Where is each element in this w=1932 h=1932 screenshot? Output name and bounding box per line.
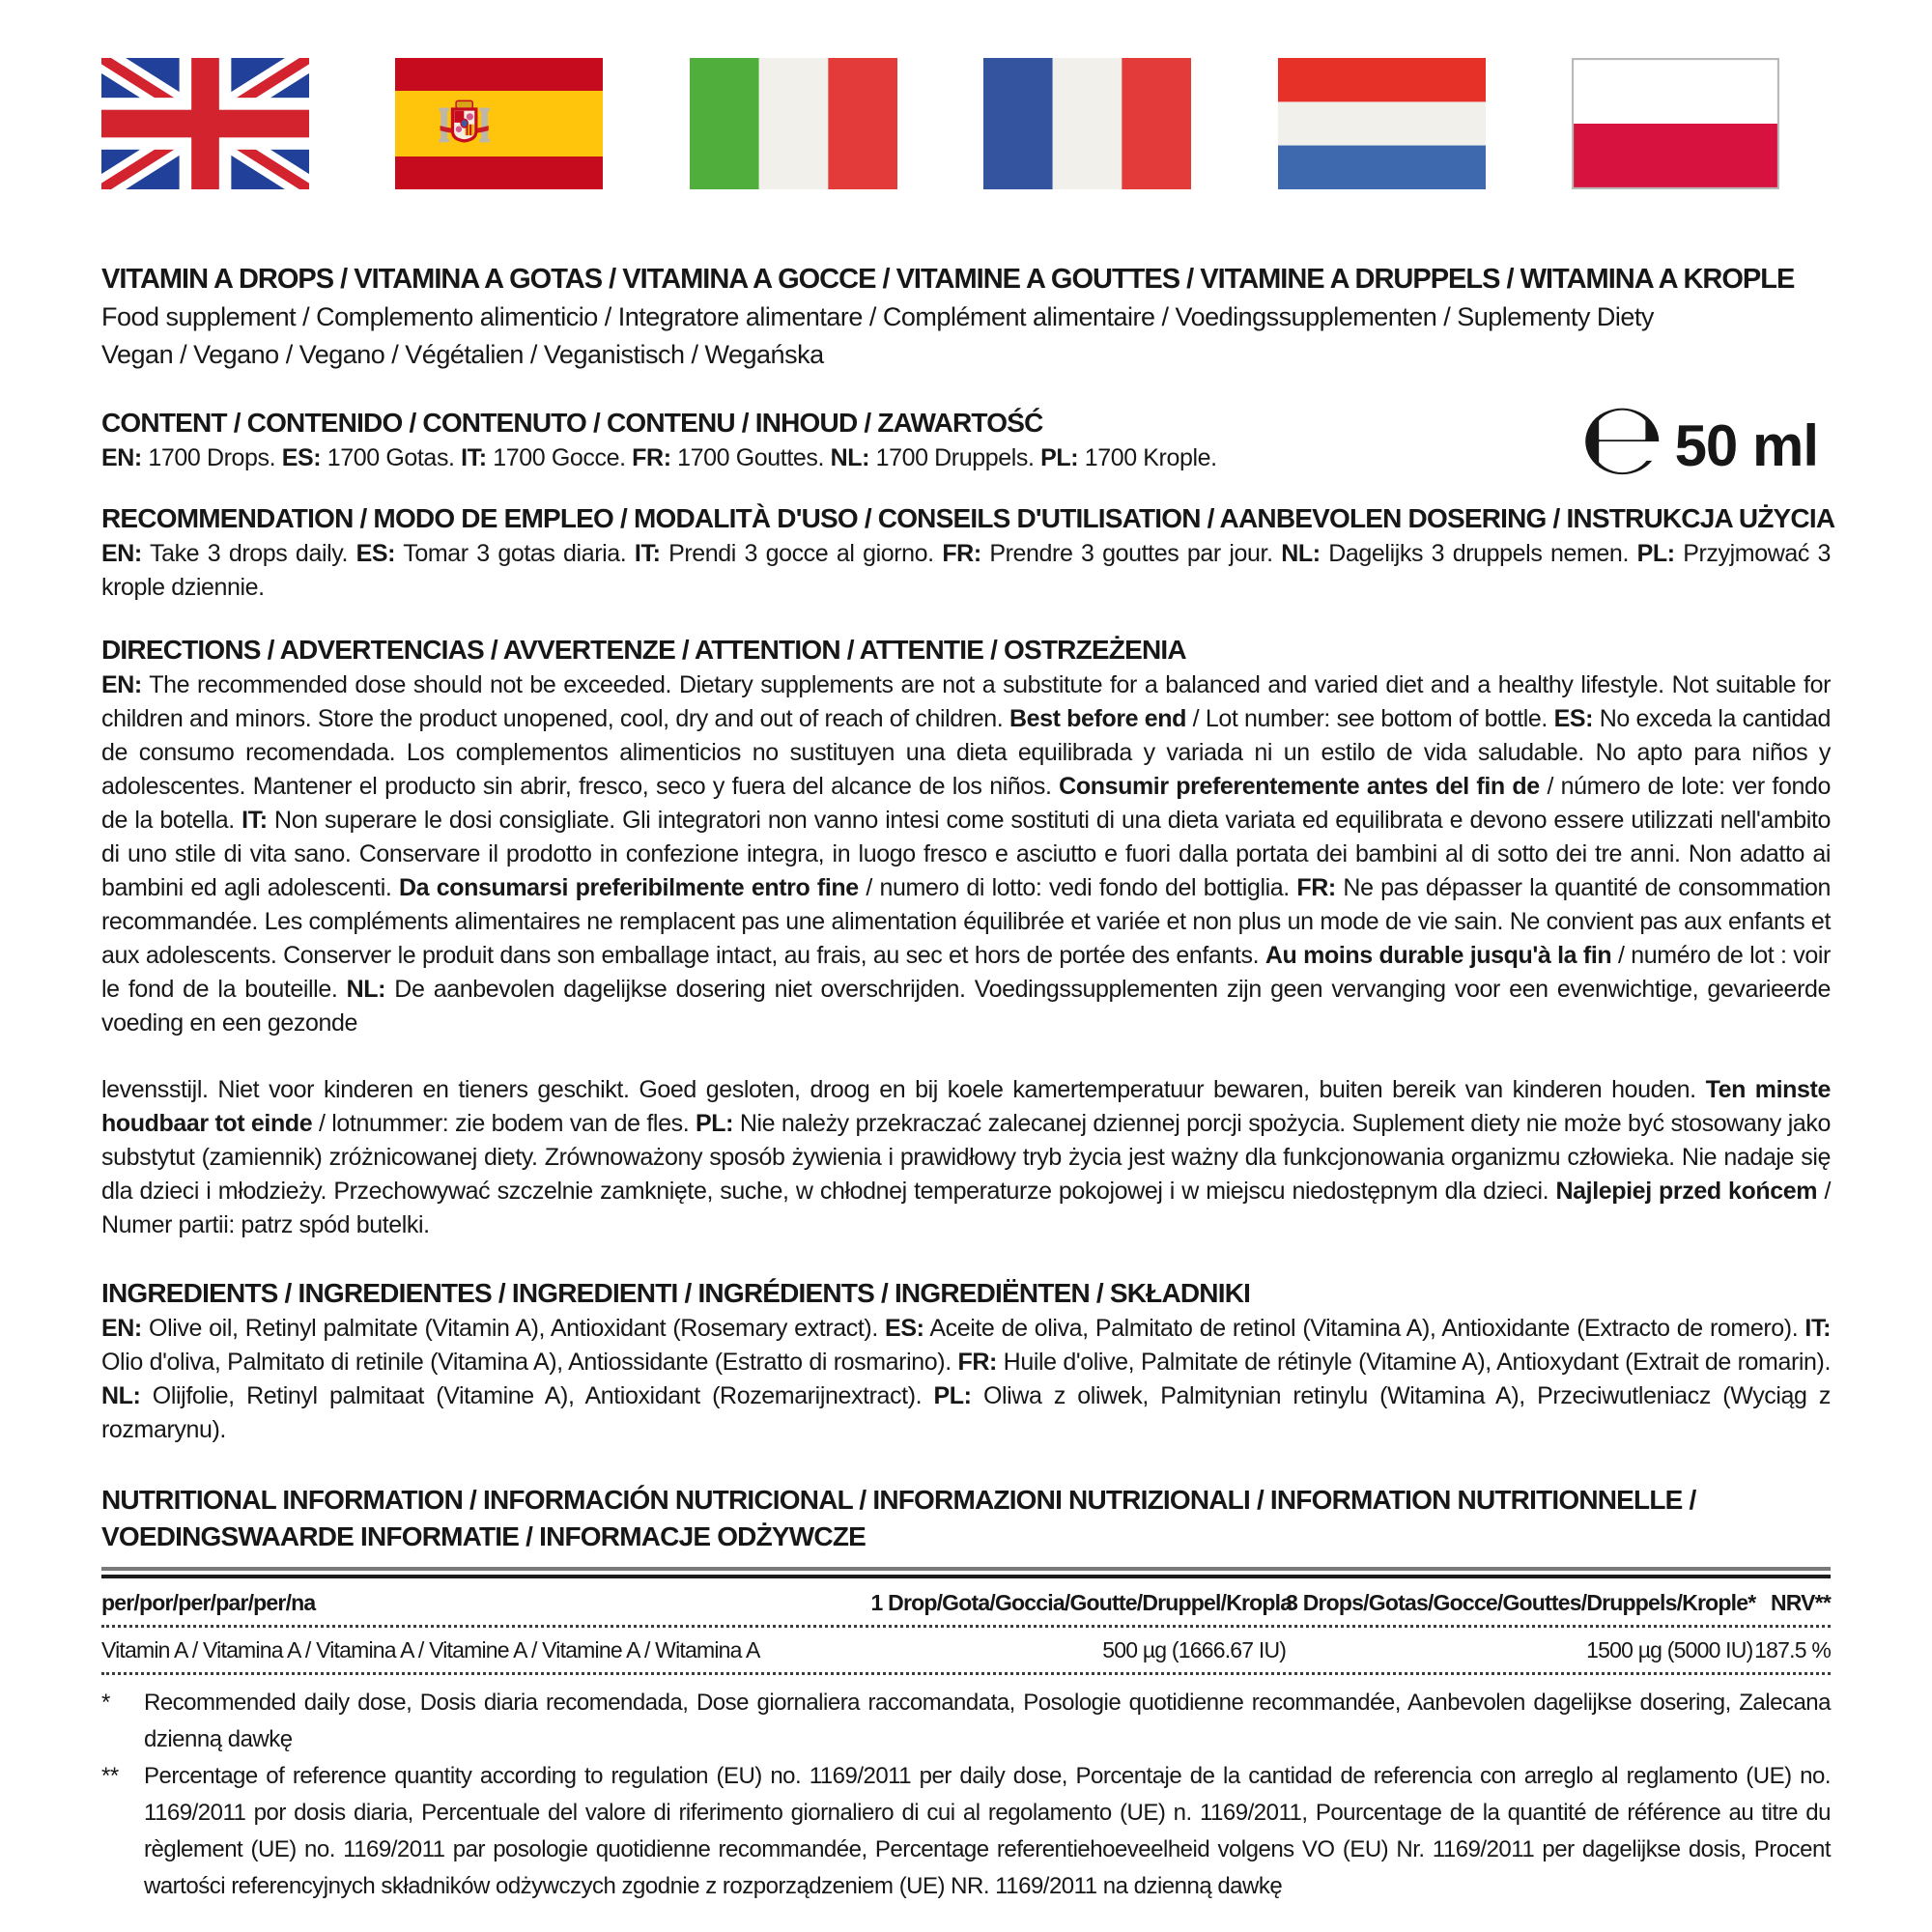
nutrition-table-row-vitamin-a <box>101 1628 1831 1672</box>
vegan-line: Vegan / Vegano / Vegano / Végétalien / Veganistisch / Wegańska <box>101 340 824 369</box>
cell-one-drop-value: 500 µg (1666.67 IU) <box>1102 1637 1287 1662</box>
nutrition-heading-line-1: NUTRITIONAL INFORMATION / INFORMACIÓN NUTRICIONAL / INFORMAZIONI NUTRIZIONALI / INFORMATION NUTRITIONNELLE / <box>101 1485 1696 1515</box>
header-nrv: NRV** <box>1770 1590 1831 1615</box>
recommendation-section <box>101 502 1835 605</box>
directions-text-block-2: levensstijl. Niet voor kinderen en tieners geschikt. Goed gesloten, droog en bij koele kamertemperatuur bewaren, buiten bereik van kinderen houden. Ten minste houdbaar tot einde / lotnummer: zie bodem van de fles. PL: Nie należy przekraczać zalecanej dziennej porcji spożycia. Suplement diety nie może być stosowany jako substytut (zamiennik) zróżnicowanej diety. Zrównoważony sposób żywienia i prawidłowy tryb życia jest ważny dla funkcjonowania organizmu człowieka. Nie nadaje się dla dzieci i młodzieży. Przechowywać szczelnie zamknięte, suche, w chłodnej temperaturze pokojowej i w miejscu niedostępnym dla dzieci. Najlepiej przed końcem / Numer partii: patrz spód butelki. <box>101 1076 1831 1238</box>
directions-heading: DIRECTIONS / ADVERTENCIAS / AVVERTENZE / ATTENTION / ATTENTIE / OSTRZEŻENIA <box>101 635 1186 665</box>
header-per: per/por/per/par/per/na <box>101 1590 316 1615</box>
footnote-text: Percentage of reference quantity according to regulation (EU) no. 1169/2011 per daily dose, Porcentaje de la cantidad de referencia con arreglo al reglamento (UE) no. 1169/2011 por dosis diaria, Percentuale del valore di riferimento giornaliero di cui al regolamento (UE) n. 1169/2011, Pourcentage de la quantité de référence au titre du règlement (UE) no. 1169/2011 par posologie quotidienne recommandée, Percentage referentiehoeveelheid volgens VO (EU) Nr. 1169/2011 per dagelijkse dosis, Procent wartości referencyjnych składników odżywczych zgodnie z rozporządzeniem (UE) NR. 1169/2011 na dzienną dawkę <box>144 1763 1831 1899</box>
estimated-sign-icon: ℮ <box>1578 380 1665 497</box>
ingredients-heading: INGREDIENTS / INGREDIENTES / INGREDIENTI / INGRÉDIENTS / INGREDIËNTEN / SKŁADNIKI <box>101 1278 1251 1308</box>
ingredients-text: EN: Olive oil, Retinyl palmitate (Vitamin A), Antioxidant (Rosemary extract). ES: Aceite de oliva, Palmitato de retinol (Vitamina A), Antioxidante (Extracto de romero). IT: Olio d'oliva, Palmitato di retinile (Vitamina A), Antiossidante (Estratto di rosmarino). FR: Huile d'olive, Palmitate de rétinyle (Vitamine A), Antioxydant (Extrait de romarin). NL: Olijfolie, Retinyl palmitaat (Vitamine A), Antioxidant (Rozemarijnextract). PL: Oliwa z oliwek, Palmitynian retinylu (Witamina A), Przeciwutleniacz (Wyciąg z rozmarynu). <box>101 1315 1832 1443</box>
ingredients-section <box>101 1277 1831 1447</box>
product-subtitle: Food supplement / Complemento alimenticio / Integratore alimentare / Complément alimentaire / Voedingssupplementen / Suplementy Diety <box>101 302 1654 331</box>
recommendation-heading: RECOMMENDATION / MODO DE EMPLEO / MODALITÀ D'USO / CONSEILS D'UTILISATION / AANBEVOLEN DOSERING / INSTRUKCJA UŻYCIA <box>101 503 1835 533</box>
footnote-daily-dose <box>101 1685 1831 1758</box>
flag-france <box>983 58 1191 189</box>
directions-section <box>101 634 1831 1242</box>
content-section <box>101 407 1831 475</box>
flag-spain <box>395 58 603 189</box>
nutrition-table-header-row <box>101 1578 1831 1625</box>
volume-value: 50 ml <box>1674 413 1818 479</box>
header-three-drops: 3 Drops/Gotas/Gocce/Gouttes/Druppels/Krople* <box>1286 1590 1756 1615</box>
cell-nutrient-name: Vitamin A / Vitamina A / Vitamina A / Vitamine A / Vitamine A / Witamina A <box>101 1637 760 1662</box>
content-values: EN: 1700 Drops. ES: 1700 Gotas. IT: 1700 Gocce. FR: 1700 Gouttes. NL: 1700 Druppels. PL: 1700 Krople. <box>101 444 1217 471</box>
recommendation-text: EN: Take 3 drops daily. ES: Tomar 3 gotas diaria. IT: Prendi 3 gocce al giorno. FR: Prendre 3 gouttes par jour. NL: Dagelijks 3 druppels nemen. PL: Przyjmować 3 krople dziennie. <box>101 540 1832 601</box>
language-flags-row <box>101 58 1779 193</box>
flag-united-kingdom <box>101 58 309 189</box>
cell-three-drops-value: 1500 µg (5000 IU) <box>1586 1637 1753 1662</box>
header-one-drop: 1 Drop/Gota/Goccia/Goutte/Druppel/Kropla <box>870 1590 1293 1615</box>
footnote-nrv-regulation <box>101 1758 1831 1905</box>
directions-text-block-1: EN: The recommended dose should not be exceeded. Dietary supplements are not a substitute for a balanced and varied diet and a healthy lifestyle. Not suitable for children and minors. Store the product unopened, cool, dry and out of reach of children. Best before end / Lot number: see bottom of bottle. ES: No exceda la cantidad de consumo recomendada. Los complementos alimenticios no sustituyen una dieta equilibrada y variada ni un estilo de vida saludable. No apto para niños y adolescentes. Mantener el producto sin abrir, fresco, seco y fuera del alcance de los niños. Consumir preferentemente antes del fin de / número de lote: ver fondo de la botella. IT: Non superare le dosi consigliate. Gli integratori non vanno intesi come sostituti di una dieta variata ed equilibrata e devono essere utilizzati nell'ambito di uno stile di vita sano. Conservare il prodotto in confezione integra, in luogo fresco e asciutto e fuori dalla portata dei bambini al di sotto dei tre anni. Non adatto ai bambini ed agli adolescenti. Da consumarsi preferibilmente entro fine / numero di lotto: vedi fondo del bottiglia. FR: Ne pas dépasser la quantité de consommation recommandée. Les compléments alimentaires ne remplacent pas une alimentation équilibrée et variée et non plus un mode de vie sain. Ne convient pas aux enfants et aux adolescents. Conserver le produit dans son emballage intact, au frais, au sec et hors de portée des enfants. Au moins durable jusqu'à la fin / numéro de lot : voir le fond de la bouteille. NL: De aanbevolen dagelijkse dosering niet overschrijden. Voedingssupplementen zijn geen vervanging voor een evenwichtige, gevarieerde voeding en een gezonde <box>101 671 1831 1037</box>
flag-italy <box>690 58 897 189</box>
net-volume <box>1578 380 1818 497</box>
footnotes <box>101 1685 1831 1905</box>
footnote-marker: * <box>101 1690 110 1716</box>
flag-poland <box>1572 58 1779 189</box>
label-fold-gap <box>101 1040 1831 1071</box>
flag-netherlands <box>1278 58 1486 189</box>
double-rule <box>101 1567 1831 1578</box>
footnote-text: Recommended daily dose, Dosis diaria recomendada, Dose giornaliera raccomandata, Posologie quotidienne recommandée, Aanbevolen dagelijkse dosering, Zalecana dzienną dawkę <box>144 1690 1831 1752</box>
product-title: VITAMIN A DROPS / VITAMINA A GOTAS / VITAMINA A GOCCE / VITAMINE A GOUTTES / VITAMINE A DRUPPELS / WITAMINA A KROPLE <box>101 264 1795 295</box>
nutrition-heading-line-2: VOEDINGSWAARDE INFORMATIE / INFORMACJE ODŻYWCZE <box>101 1521 866 1551</box>
nutrition-table <box>101 1578 1831 1675</box>
dotted-rule <box>101 1672 1831 1675</box>
content-heading: CONTENT / CONTENIDO / CONTENUTO / CONTENU / INHOUD / ZAWARTOŚĆ <box>101 408 1043 438</box>
nutrition-section <box>101 1482 1831 1905</box>
cell-nrv-value: 187.5 % <box>1754 1637 1831 1662</box>
footnote-marker: ** <box>101 1763 119 1789</box>
